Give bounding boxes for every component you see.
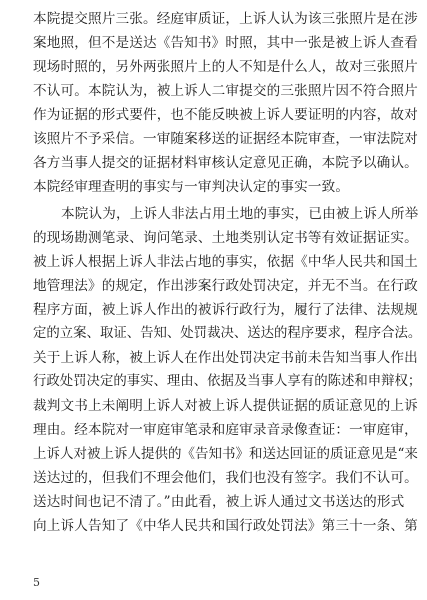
- text-line: 各方当事人提交的证据材料审核认定意见正确，本院予以确认。: [33, 155, 418, 171]
- text-line: 不认可。本院认为，被上诉人二审提交的三张照片因不符合照片: [33, 83, 418, 99]
- text-line: 理由。经本院对一审庭审笔录和庭审录音录像查证：一审庭审，: [33, 422, 418, 438]
- page-number: 5: [33, 576, 40, 589]
- text-line: 本院经审理查明的事实与一审判决认定的事实一致。: [33, 179, 350, 195]
- text-line: 向上诉人告知了《中华人民共和国行政处罚法》第三十一条、第: [33, 518, 418, 534]
- text-line: 行政处罚决定的事实、理由、依据及当事人享有的陈述和申辩权；: [33, 374, 422, 389]
- text-line: 送达过的，但我们不理会他们，我们也没有签字。我们不认可。: [33, 470, 418, 486]
- text-line: 定的立案、取证、告知、处罚裁决、送达的程序要求，程序合法。: [33, 326, 422, 341]
- text-line: 被上诉人根据上诉人非法占地的事实，依据《中华人民共和国土: [33, 254, 418, 270]
- text-line: 该照片不予采信。一审随案移送的证据经本院审查，一审法院对: [33, 131, 418, 147]
- text-line: 的现场勘测笔录、询问笔录、土地类别认定书等有效证据证实。: [33, 230, 418, 246]
- text-line: 现场时照的，另外两张照片上的人不知是什么人，故对三张照片: [33, 59, 418, 75]
- text-line: 案地照，但不是送达《告知书》时照，其中一张是被上诉人查看: [33, 35, 418, 51]
- paragraph-first-line: 本院认为，上诉人非法占用土地的事实，已由被上诉人所举: [61, 206, 419, 222]
- text-line: 程序方面，被上诉人作出的被诉行政行为，履行了法律、法规规: [33, 302, 418, 318]
- text-line: 地管理法》的规定，作出涉案行政处罚决定，并无不当。在行政: [33, 278, 418, 294]
- text-line: 关于上诉人称，被上诉人在作出处罚决定书前未告知当事人作出: [33, 350, 418, 366]
- text-line: 本院提交照片三张。经庭审质证，上诉人认为该三张照片是在涉: [33, 11, 418, 27]
- text-line: 送达时间也记不清了。”由此看，被上诉人通过文书送达的形式: [33, 494, 405, 510]
- text-line: 作为证据的形式要件，也不能反映被上诉人要证明的内容，故对: [33, 107, 418, 123]
- text-line: 上诉人对被上诉人提供的《告知书》和送达回证的质证意见是“来: [33, 446, 418, 462]
- text-line: 裁判文书上未阐明上诉人对被上诉人提供证据的质证意见的上诉: [33, 398, 418, 414]
